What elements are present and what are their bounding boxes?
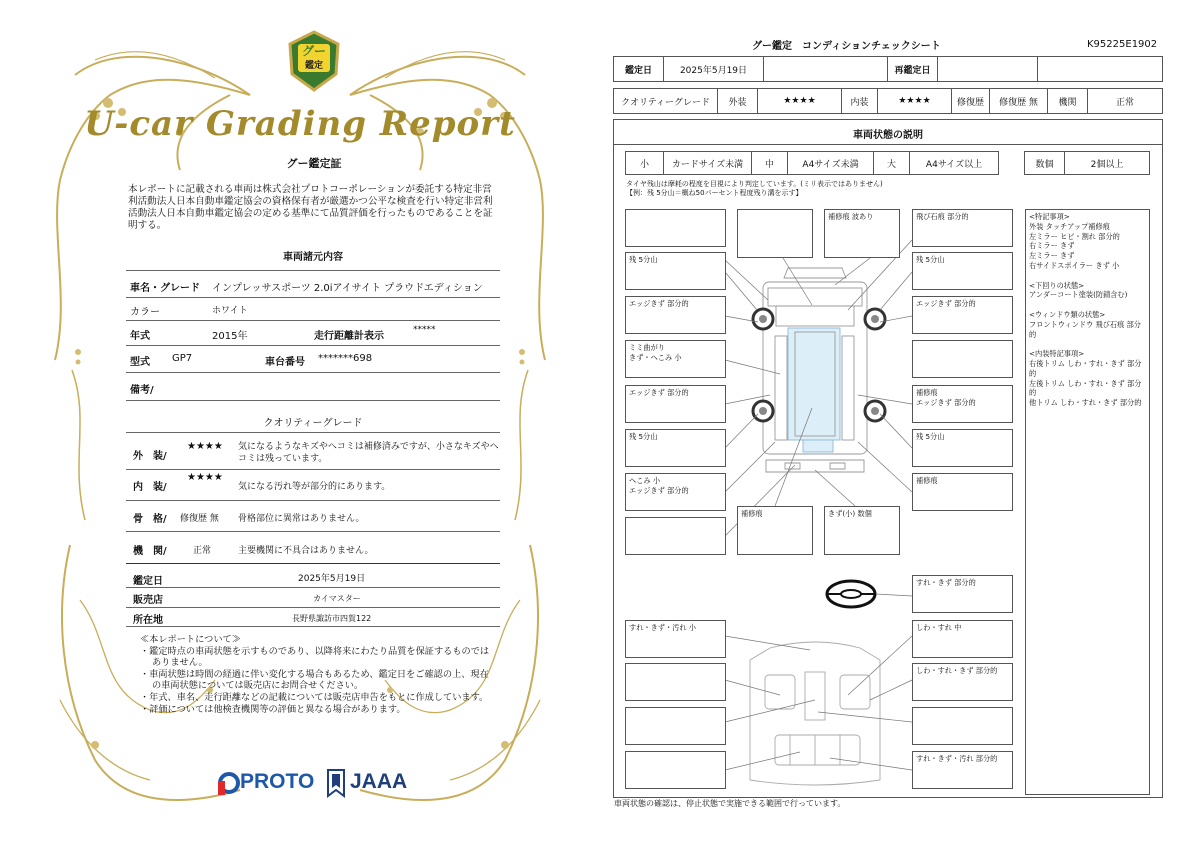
date-label: 鑑定日 <box>614 57 664 81</box>
specs-heading: 車両諸元内容 <box>283 252 343 263</box>
car-name-value: インプレッサスポーツ 2.0iアイサイト プラウドエディション <box>212 283 483 294</box>
quality-engine-value: 正常 <box>193 546 212 556</box>
proto-logo-text: PROTO <box>240 770 315 793</box>
damage-box-rear-center-1: 補修痕 <box>737 506 813 555</box>
year-value: 2015年 <box>212 331 248 342</box>
report-title: U-car Grading Report <box>84 104 516 144</box>
damage-box-right-6: 残 5分山 <box>912 429 1013 467</box>
engine-label: 機関 <box>1048 89 1088 113</box>
quality-frame-label: 骨 格/ <box>133 514 167 525</box>
quality-int-label: 内 装/ <box>133 482 167 493</box>
certificate-intro: 本レポートに記載される車両は株式会社プロトコーポレーションが委託する特定非営利活動法人日本自動車鑑定協会の資格保有者が厳選かつ公平な検査を行い特定非営利活動法人日本自動車鑑定協会の定める基準にて品質評価を行ったものであることを証明する。 <box>128 184 493 231</box>
quality-engine-label: 機 関/ <box>133 546 167 557</box>
damage-box-left-8 <box>625 517 726 555</box>
damage-box-front-center-2: 補修痕 波あり <box>824 209 900 258</box>
special-note-line: 左ミラー ヒビ・割れ 部分的 <box>1029 231 1120 241</box>
footer-note: 車両状態の確認は、停止状態で実施できる範囲で行っています。 <box>614 799 846 808</box>
mileage-label: 走行距離計表示 <box>314 331 384 342</box>
repair-value: 修復歴 無 <box>990 89 1048 113</box>
sheet-title: グー鑑定 コンディションチェックシート <box>752 41 941 52</box>
reappraisal-label: 再鑑定日 <box>888 57 938 81</box>
jaaa-logo-icon <box>326 768 346 798</box>
special-notes-panel <box>1025 209 1150 795</box>
damage-box-left-6: 残 5分山 <box>625 429 726 467</box>
int-label: 内装 <box>842 89 878 113</box>
dealer-label: 販売店 <box>133 595 163 606</box>
damage-box-interior-left-1: すれ・きず・汚れ 小 <box>625 620 726 658</box>
special-note-line: <特記事項> <box>1029 212 1070 221</box>
int-value: ★★★★ <box>878 89 952 113</box>
damage-box-interior-left-2 <box>625 663 726 701</box>
damage-box-rear-center-2: きず(小) 数個 <box>824 506 900 555</box>
special-note-line: アンダーコート塗装(防錆含む) <box>1029 290 1128 300</box>
size-large-label: 大 <box>874 152 910 174</box>
proto-logo-icon <box>218 772 240 796</box>
special-note-line: <ウィンドウ類の状態> <box>1029 309 1106 319</box>
damage-box-interior-right-2: しわ・すれ・きず 部分的 <box>912 663 1013 701</box>
appraisal-date-value: 2025年5月19日 <box>298 574 366 584</box>
repair-label: 修復歴 <box>952 89 990 113</box>
size-large-desc: A4サイズ以上 <box>925 159 983 170</box>
model-label: 型式 <box>130 357 150 368</box>
damage-box-interior-left-3 <box>625 707 726 745</box>
damage-box-interior-right-4: すれ・きず・汚れ 部分的 <box>912 751 1013 789</box>
location-label: 所在地 <box>133 615 163 626</box>
sheet-id: K95225E1902 <box>1087 39 1158 50</box>
dealer-value: カイマスター <box>313 594 361 603</box>
location-value: 長野県諏訪市四賀122 <box>292 614 372 623</box>
note-item: ・評価については他検査機関等の評価と異なる場合があります。 <box>140 703 406 715</box>
car-name-label: 車名・グレード <box>130 283 200 294</box>
damage-box-steering: すれ・きず 部分的 <box>912 575 1013 613</box>
tire-note-2: 【例：残 5分山＝概ね50パーセント程度残り溝を示す】 <box>626 189 803 197</box>
tire-note-1: タイヤ残山は摩耗の程度を目視により判定しています。(ミリ表示ではありません) <box>626 180 883 188</box>
note-item: ・年式、車名、走行距離などの記載については販売店申告をもとに作成しています。 <box>140 691 489 703</box>
notes-title: ≪本レポートについて≫ <box>140 634 241 645</box>
quality-int-desc: 気になる汚れ等が部分的にあります。 <box>238 482 391 492</box>
color-label: カラー <box>130 307 160 318</box>
damage-box-left-7: へこみ 小 エッジきず 部分的 <box>625 473 726 511</box>
size-medium-label: 中 <box>752 152 788 174</box>
quality-ext-label: 外 装/ <box>133 451 167 462</box>
interior-diagram <box>750 642 880 785</box>
damage-box-left-2: 残 5分山 <box>625 252 726 290</box>
special-note-line: 右ミラー きず <box>1029 241 1075 251</box>
quality-ext-desc: 気になるようなキズやヘコミは補修済みですが、小さなキズやヘコミは残っています。 <box>238 442 499 464</box>
quality-frame-value: 修復歴 無 <box>180 514 219 524</box>
special-note-line: 外装 タッチアップ補修痕 <box>1029 221 1110 231</box>
special-note-line: <内装特記事項> <box>1029 349 1085 359</box>
damage-box-interior-left-4 <box>625 751 726 789</box>
note-item: ・鑑定時点の車両状態を示すものであり、以降将来にわたり品質を保証するものではありません。 <box>140 645 490 669</box>
steering-wheel-icon <box>827 581 875 607</box>
chassis-label: 車台番号 <box>265 357 305 368</box>
condition-heading: 車両状態の説明 <box>853 130 923 141</box>
badge-bottom-text: 鑑定 <box>304 61 323 71</box>
damage-box-front-center-1 <box>737 209 813 258</box>
quality-heading: クオリティーグレード <box>263 418 363 429</box>
appraisal-date-label: 鑑定日 <box>133 576 163 587</box>
damage-box-right-3: エッジきず 部分的 <box>912 296 1013 334</box>
count-value: 2個以上 <box>1090 159 1124 170</box>
damage-box-left-3: エッジきず 部分的 <box>625 296 726 334</box>
note-item: ・車両状態は時間の経過に伴い変化する場合もあるため、鑑定日をご確認の上、現在の車両状態については販売店にお問合せください。 <box>140 668 489 692</box>
size-small-desc: カードサイズ未満 <box>664 152 752 174</box>
damage-box-right-4 <box>912 340 1013 378</box>
count-label: 数個 <box>1025 152 1065 174</box>
damage-box-right-2: 残 5分山 <box>912 252 1013 290</box>
date-value: 2025年5月19日 <box>664 57 764 81</box>
quality-int-value: ★★★★ <box>187 472 223 483</box>
damage-box-front-right: 飛び石痕 部分的 <box>912 209 1013 247</box>
ext-label: 外装 <box>718 89 758 113</box>
special-note-line: 右後トリム しわ・すれ・きず 部分的 <box>1029 358 1142 378</box>
quality-frame-desc: 骨格部位に異常はありません。 <box>238 514 365 524</box>
year-label: 年式 <box>130 331 150 342</box>
special-note-line: 左ミラー きず <box>1029 251 1075 261</box>
special-note-line: 右サイドスポイラー きず 小 <box>1029 260 1120 270</box>
certificate-subtitle: グー鑑定証 <box>286 157 342 170</box>
remarks-label: 備考/ <box>130 385 154 396</box>
chassis-value: *******698 <box>318 353 373 364</box>
ext-value: ★★★★ <box>758 89 842 113</box>
size-small-label: 小 <box>626 152 664 174</box>
jaaa-logo-text: JAAA <box>350 770 408 793</box>
special-note-line: 左後トリム しわ・すれ・きず 部分的 <box>1029 378 1142 398</box>
qg-label: クオリティーグレード <box>614 89 718 113</box>
quality-ext-value: ★★★★ <box>187 441 223 452</box>
special-note-line: <下回りの状態> <box>1029 280 1085 290</box>
size-medium-desc: A4サイズ未満 <box>788 152 874 174</box>
damage-box-interior-right-3 <box>912 707 1013 745</box>
damage-box-right-5: 補修痕 エッジきず 部分的 <box>912 385 1013 423</box>
engine-value: 正常 <box>1115 97 1134 108</box>
mileage-value: ***** <box>413 325 436 335</box>
model-value: GP7 <box>172 353 193 364</box>
damage-box-front-left <box>625 209 726 247</box>
damage-box-right-7: 補修痕 <box>912 473 1013 511</box>
color-value: ホワイト <box>212 306 248 316</box>
damage-box-left-4: ミミ曲がり きず・へこみ 小 <box>625 340 726 378</box>
special-note-line: 他トリム しわ・すれ・きず 部分的 <box>1029 398 1142 408</box>
report-notes <box>140 634 490 715</box>
badge-top-text: グー <box>301 44 326 58</box>
damage-box-left-5: エッジきず 部分的 <box>625 385 726 423</box>
quality-engine-desc: 主要機関に不具合はありません。 <box>238 546 374 556</box>
damage-box-interior-right-1: しわ・すれ 中 <box>912 620 1013 658</box>
special-note-line: フロントウィンドウ 飛び石痕 部分的 <box>1029 319 1141 339</box>
